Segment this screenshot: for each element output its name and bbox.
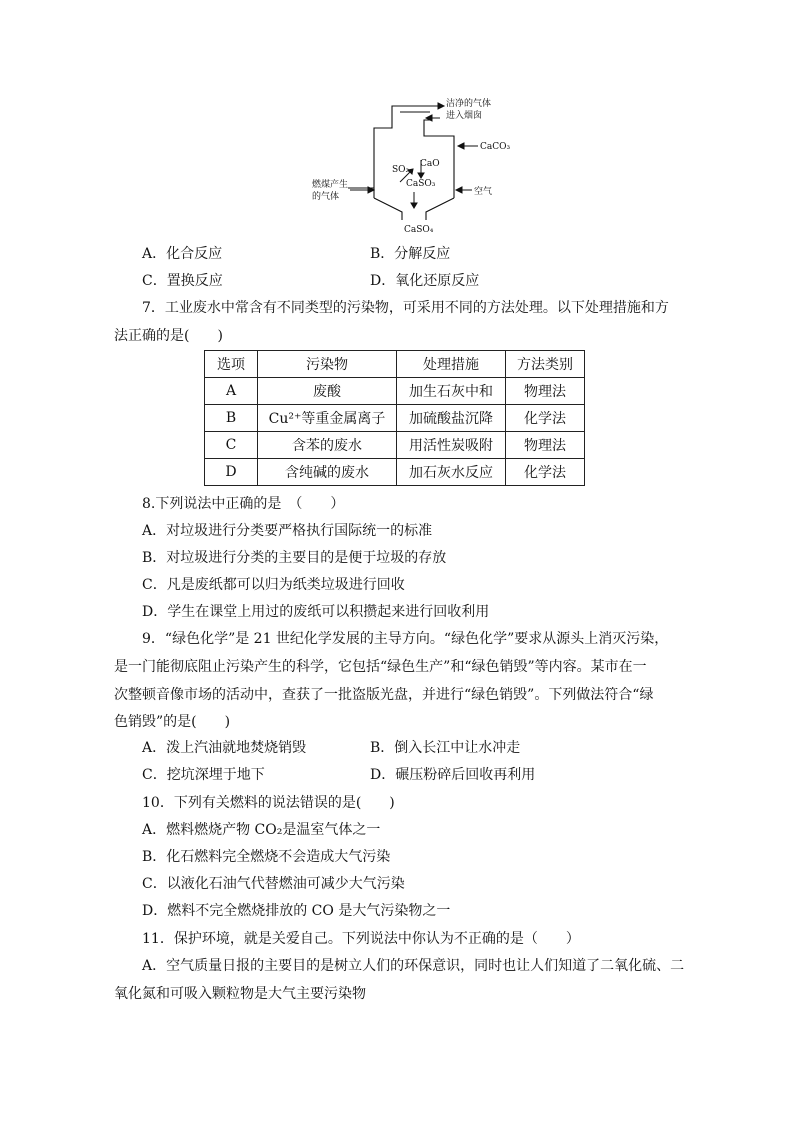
caso3-label: CaSO₃ xyxy=(406,179,436,189)
table-cell: 含苯的废水 xyxy=(258,432,397,459)
q9-option-a: A．泼上汽油就地焚烧销毁 xyxy=(142,740,307,756)
q6-option-b: B．分解反应 xyxy=(370,246,451,262)
q10-option-c: C．以液化石油气代替燃油可减少大气污染 xyxy=(142,876,405,892)
q9-option-d: D．碾压粉碎后回收再利用 xyxy=(370,767,536,783)
pollution-table xyxy=(204,350,585,486)
table-cell: 化学法 xyxy=(506,459,585,486)
table-row xyxy=(205,432,585,459)
table-cell: 加硫酸盐沉降 xyxy=(397,405,506,432)
table-row xyxy=(205,459,585,486)
table-header-cell: 处理措施 xyxy=(397,351,506,378)
q10-stem: 10．下列有关燃料的说法错误的是( ) xyxy=(142,795,395,811)
q9-option-c: C．挖坑深埋于地下 xyxy=(142,767,265,783)
table-row xyxy=(205,378,585,405)
so2-label: SO₂ xyxy=(392,165,410,175)
q7-stem-line-2: 法正确的是( ) xyxy=(114,328,223,344)
q9-options-row-2 xyxy=(142,766,536,784)
q8-option-c: C．凡是废纸都可以归为纸类垃圾进行回收 xyxy=(142,577,405,593)
q9-stem-line-3: 次整顿音像市场的活动中，查获了一批盗版光盘，并进行“绿色销毁”。下列做法符合“绿 xyxy=(114,687,654,703)
table-header-cell: 选项 xyxy=(205,351,258,378)
q10-option-b: B．化石燃料完全燃烧不会造成大气污染 xyxy=(142,849,391,865)
desulfurization-diagram xyxy=(300,92,540,240)
q10-option-a: A．燃料燃烧产物 CO₂是温室气体之一 xyxy=(142,822,381,838)
q8-stem: 8.下列说法中正确的是 （ ） xyxy=(142,496,345,512)
q8-option-a: A．对垃圾进行分类要严格执行国际统一的标准 xyxy=(142,523,433,539)
table-cell: A xyxy=(205,378,258,405)
q6-option-c: C．置换反应 xyxy=(142,273,223,289)
table-cell: Cu²⁺等重金属离子 xyxy=(258,405,397,432)
table-cell: 化学法 xyxy=(506,405,585,432)
table-cell: B xyxy=(205,405,258,432)
q6-options-row-1 xyxy=(142,245,451,263)
table-cell: D xyxy=(205,459,258,486)
cao-label: CaO xyxy=(420,159,440,169)
q10-option-d: D．燃料不完全燃烧排放的 CO 是大气污染物之一 xyxy=(142,903,451,919)
clean-gas-label-1: 洁净的气体 xyxy=(446,99,492,109)
q6-option-d: D．氧化还原反应 xyxy=(370,273,480,289)
coal-gas-label-1: 燃煤产生 xyxy=(312,180,349,190)
clean-gas-label-2: 进入烟囱 xyxy=(446,111,483,121)
table-row xyxy=(205,405,585,432)
q9-stem-line-1: 9．“绿色化学”是 21 世纪化学发展的主导方向。“绿色化学”要求从源头上消灭污染， xyxy=(142,631,669,647)
q9-option-b: B．倒入长江中让水冲走 xyxy=(370,740,521,756)
q6-options-row-2 xyxy=(142,272,480,290)
air-label: 空气 xyxy=(474,187,493,197)
q11-option-a-line-1: A．空气质量日报的主要目的是树立人们的环保意识，同时也让人们知道了二氧化硫、二 xyxy=(142,958,685,974)
caso4-label: CaSO₄ xyxy=(404,225,434,235)
table-cell: 加生石灰中和 xyxy=(397,378,506,405)
q8-option-d: D．学生在课堂上用过的废纸可以积攒起来进行回收利用 xyxy=(142,604,490,620)
table-header-cell: 方法类别 xyxy=(506,351,585,378)
caco3-label: CaCO₃ xyxy=(480,142,511,152)
table-cell: 物理法 xyxy=(506,432,585,459)
q9-stem-line-4: 色销毁”的是( ) xyxy=(114,714,231,730)
table-cell: 用活性炭吸附 xyxy=(397,432,506,459)
q8-option-b: B．对垃圾进行分类的主要目的是便于垃圾的存放 xyxy=(142,550,447,566)
table-cell: 物理法 xyxy=(506,378,585,405)
q6-option-a: A．化合反应 xyxy=(142,246,223,262)
table-cell: 含纯碱的废水 xyxy=(258,459,397,486)
q7-stem-line-1: 7．工业废水中常含有不同类型的污染物，可采用不同的方法处理。以下处理措施和方 xyxy=(142,300,669,316)
table-header-cell: 污染物 xyxy=(258,351,397,378)
table-cell: C xyxy=(205,432,258,459)
q11-option-a-line-2: 氧化氮和可吸入颗粒物是大气主要污染物 xyxy=(114,986,366,1002)
q11-stem: 11．保护环境，就是关爱自己。下列说法中你认为不正确的是（ ） xyxy=(142,931,580,947)
q9-options-row-1 xyxy=(142,739,521,757)
coal-gas-label-2: 的气体 xyxy=(312,192,340,202)
table-cell: 加石灰水反应 xyxy=(397,459,506,486)
table-header-row xyxy=(205,351,585,378)
table-cell: 废酸 xyxy=(258,378,397,405)
q9-stem-line-2: 是一门能彻底阻止污染产生的科学，它包括“绿色生产”和“绿色销毁”等内容。某市在一 xyxy=(114,659,647,675)
